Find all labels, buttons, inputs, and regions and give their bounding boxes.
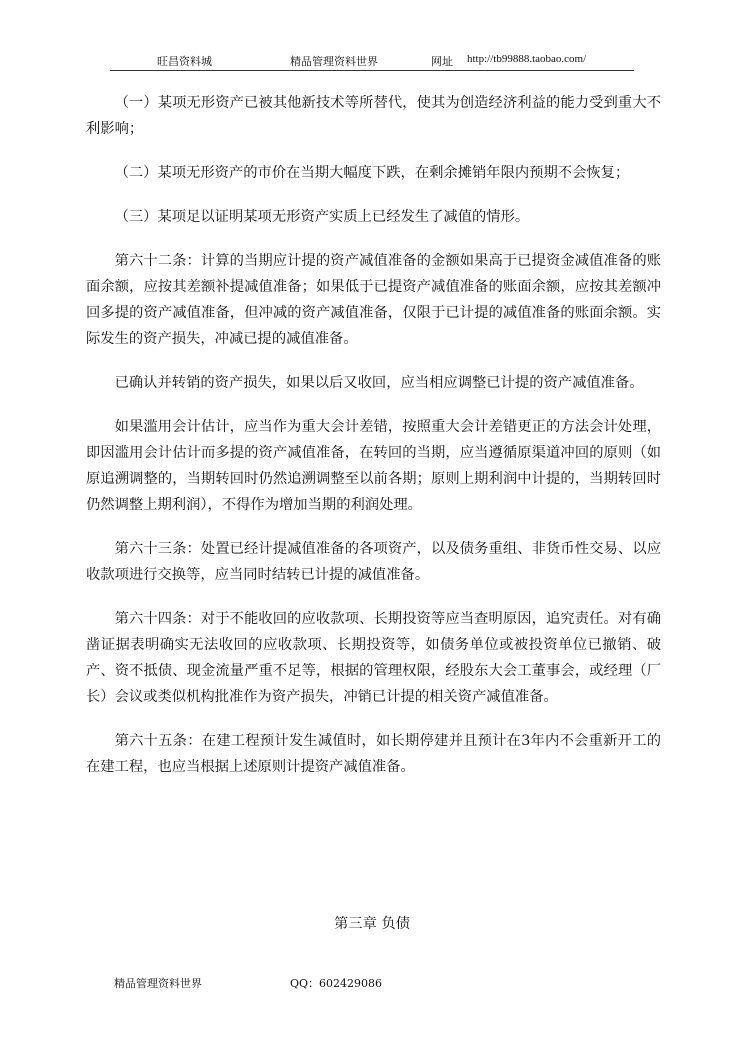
header-site-name: 精品管理资料世界 [290,55,378,68]
paragraph-article-65: 第六十五条：在建工程预计发生减值时，如长期停建并且预计在3年内不会重新开工的在建工程，也应当根据上述原则计提资产减值准备。 [86,733,661,775]
page-header [110,52,634,71]
paragraph-clause-3: （三）某项足以证明某项无形资产实质上已经发生了减值的情形。 [114,209,530,225]
paragraph-estimate-abuse: 如果滥用会计估计，应当作为重大会计差错，按照重大会计差错更正的方法会计处理，即因滥用会计估计而多提的资产减值准备，在转回的当期，应当遵循原渠道冲回的原则（如原追溯调整的，当期转回时仍然追溯调整至以前各期；原则上期利润中计提的，当期转回时仍然调整上期利润），不得作为增加当期的利润处理。 [86,419,661,513]
paragraph-recovered-loss: 已确认并转销的资产损失，如果以后又收回，应当相应调整已计提的资产减值准备。 [114,375,644,391]
paragraph-clause-1: （一）某项无形资产已被其他新技术等所替代，使其为创造经济利益的能力受到重大不利影响； [86,95,661,137]
paragraph-clause-2: （二）某项无形资产的市价在当期大幅度下跌，在剩余摊销年限内预期不会恢复； [114,165,630,181]
header-url-label: 网址 [431,55,453,68]
paragraph-article-64: 第六十四条：对于不能收回的应收款项、长期投资等应当查明原因，追究责任。对有确凿证据表明确实无法收回的应收款项、长期投资等，如债务单位或被投资单位已撤销、破产、资不抵债、现金流量严重不足等，根据的管理权限，经股东大会工董事会，或经理（厂长）会议或类似机构批准作为资产损失，冲销已计提的相关资产减值准备。 [86,611,661,705]
header-shop-name: 旺昌资料城 [157,55,212,68]
chapter-title: 第三章 负债 [333,916,411,932]
page-footer [114,975,654,991]
footer-site-name: 精品管理资料世界 [114,977,202,990]
paragraph-article-62: 第六十二条：计算的当期应计提的资产减值准备的金额如果高于已提资金减值准备的账面余额，应按其差额补提减值准备；如果低于已提资产减值准备的账面余额，应按其差额冲回多提的资产减值准备，但冲减的资产减值准备，仅限于已计提的减值准备的账面余额。实际发生的资产损失，冲减已提的减值准备。 [86,253,661,347]
header-url: http://tb99888.taobao.com/ [467,53,587,65]
footer-qq: QQ：602429086 [290,977,383,990]
document-body [86,90,661,798]
paragraph-article-63: 第六十三条：处置已经计提减值准备的各项资产，以及债务重组、非货币性交易、以应收款项进行交换等，应当同时结转已计提的减值准备。 [86,541,661,583]
